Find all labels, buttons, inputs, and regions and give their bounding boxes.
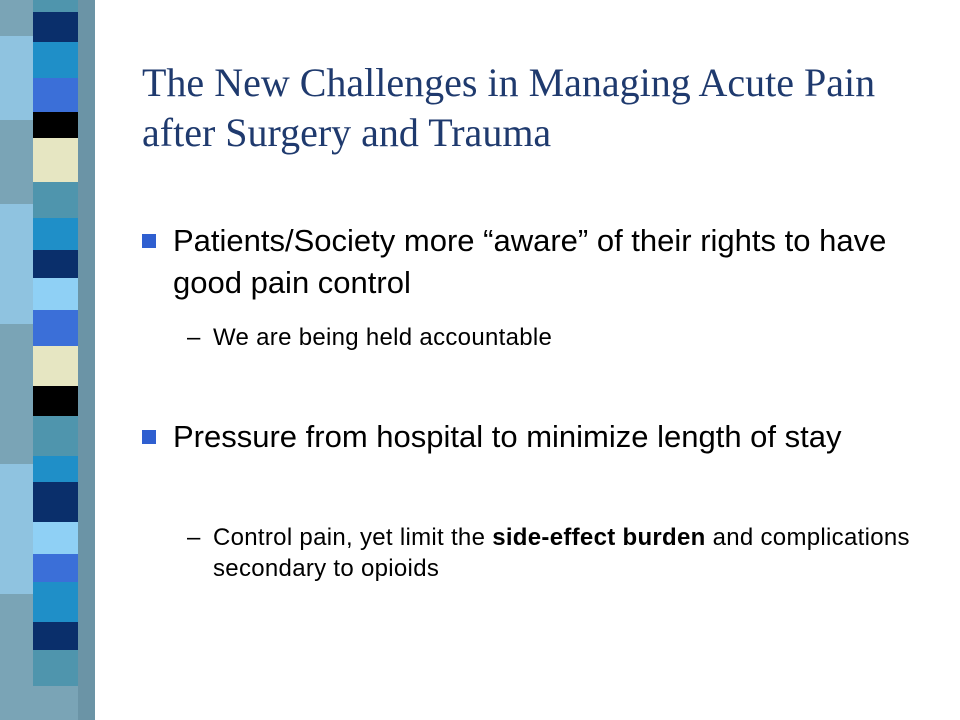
stripe-block bbox=[0, 324, 33, 464]
stripe-column-right bbox=[78, 0, 95, 720]
stripe-block bbox=[33, 456, 78, 482]
sub-bullet-text-part: Control pain, yet limit the bbox=[213, 524, 493, 551]
stripe-block bbox=[33, 386, 78, 416]
stripe-block bbox=[33, 554, 78, 582]
stripe-block bbox=[33, 582, 78, 622]
sub-bullet-text bbox=[213, 522, 932, 584]
stripe-block bbox=[33, 482, 78, 522]
decorative-stripe-bar bbox=[0, 0, 95, 720]
stripe-block bbox=[33, 650, 78, 686]
stripe-block bbox=[0, 0, 33, 36]
sub-bullet-text-part: We are being held accountable bbox=[213, 324, 553, 351]
sub-bullet-text-part: and complications secondary to opioids bbox=[213, 524, 910, 582]
stripe-block bbox=[33, 12, 78, 42]
stripe-block bbox=[33, 218, 78, 250]
stripe-block bbox=[33, 42, 78, 78]
stripe-block bbox=[33, 346, 78, 386]
stripe-block bbox=[33, 416, 78, 456]
bullet-text: Pressure from hospital to minimize length of stay bbox=[173, 419, 842, 454]
stripe-block bbox=[33, 686, 78, 720]
stripe-block bbox=[33, 522, 78, 554]
bullet-text: Patients/Society more “aware” of their rights to have good pain control bbox=[173, 223, 887, 300]
stripe-block bbox=[33, 182, 78, 218]
stripe-column-center bbox=[33, 0, 78, 720]
stripe-block bbox=[33, 310, 78, 346]
stripe-column-left bbox=[0, 0, 33, 720]
stripe-block bbox=[33, 78, 78, 112]
stripe-block bbox=[0, 120, 33, 204]
stripe-block bbox=[33, 250, 78, 278]
sub-bullet-text-bold: side-effect burden bbox=[492, 524, 706, 551]
stripe-block bbox=[78, 0, 95, 720]
stripe-block bbox=[33, 622, 78, 650]
stripe-block bbox=[0, 204, 33, 324]
stripe-block bbox=[0, 464, 33, 594]
stripe-block bbox=[33, 278, 78, 310]
sub-bullet-text bbox=[213, 322, 932, 353]
dash-marker: – bbox=[187, 324, 201, 351]
stripe-block bbox=[0, 594, 33, 720]
square-bullet-icon bbox=[142, 234, 156, 248]
square-bullet-icon bbox=[142, 430, 156, 444]
stripe-block bbox=[33, 112, 78, 138]
stripe-block bbox=[33, 138, 78, 182]
dash-marker: – bbox=[187, 524, 201, 551]
slide-title: The New Challenges in Managing Acute Pain after Surgery and Trauma bbox=[142, 60, 876, 155]
stripe-block bbox=[0, 36, 33, 120]
stripe-block bbox=[33, 0, 78, 12]
